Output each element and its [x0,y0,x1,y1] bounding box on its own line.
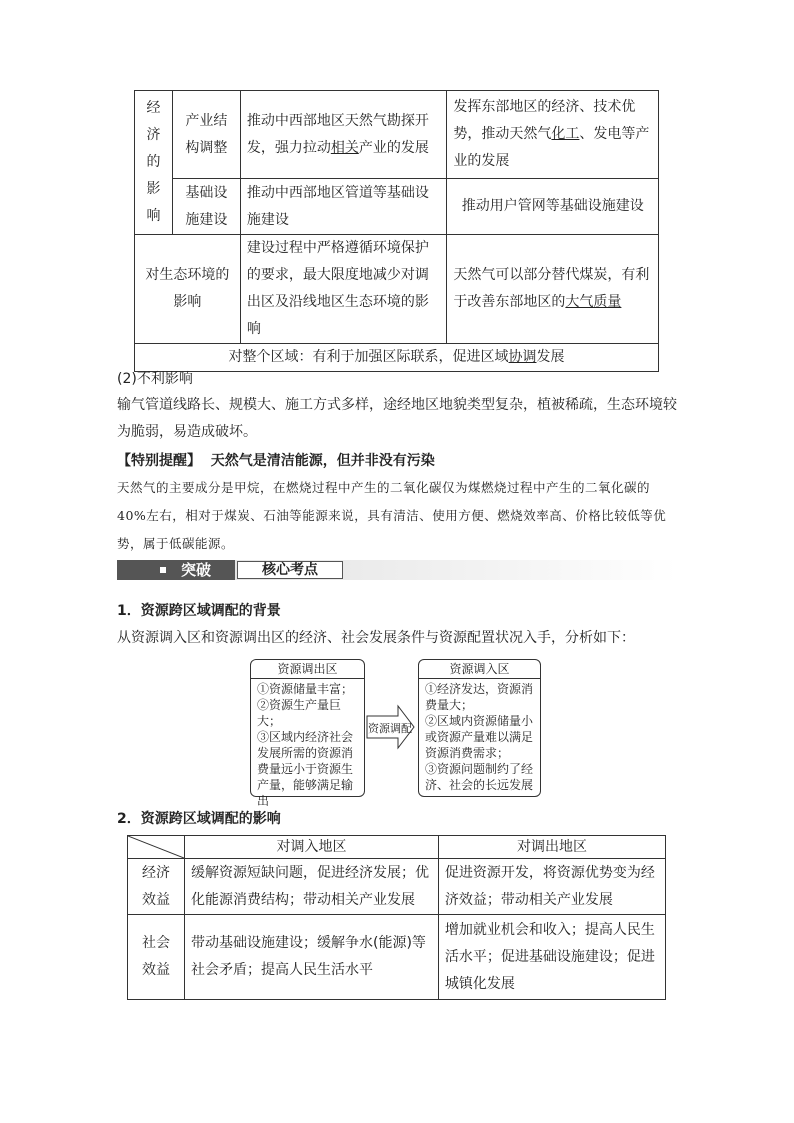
tip-text: 天然气的主要成分是甲烷，在燃烧过程中产生的二氧化碳仅为煤燃烧过程中产生的二氧化碳的40%左右，相对于煤炭、石油等能源来说，具有清洁、使用方便、燃烧效率高、价格比较低等优势，属于低碳能源。 [117,480,667,551]
section-text: 输气管道线路长、规模大、施工方式多样，途经地区地貌类型复杂，植被稀疏，生态环境较为脆弱，易造成破坏。 [117,397,677,440]
cell-social-import: 带动基础设施建设；缓解争水(能源)等社会矛盾；提高人民生活水平 [185,915,439,1000]
row-label-ecology: 对生态环境的影响 [135,235,241,344]
export-region-box: 资源调出区 ①资源储量丰富； ②资源生产量巨大； ③区域内经济社会发展所需的资源消费量远小于资源生产量，能够满足输出 [250,659,365,797]
section-heading: (2)不利影响 [117,371,193,387]
point1-heading: 1．资源跨区域调配的背景 [117,603,281,619]
cell-social-export: 增加就业机会和收入；提高人民生活水平；促进基础设施建设；促进城镇化发展 [438,915,665,1000]
impact-table [134,90,659,372]
tip-label: 【特别提醒】 [117,453,201,469]
point1-intro: 从资源调入区和资源调出区的经济、社会发展条件与资源配置状况入手，分析如下： [117,630,635,646]
cell-eco-east: 天然气可以部分替代煤炭，有利于改善东部地区的大气质量 [447,235,659,344]
header-export-region: 对调出地区 [438,836,665,859]
allocation-impact-table [127,835,666,1000]
cell-economic-export: 促进资源开发，将资源优势变为经济效益；带动相关产业发展 [438,859,665,915]
export-box-title: 资源调出区 [251,660,364,679]
table-footer: 对整个区域：有利于加强区际联系，促进区域协调发展 [135,344,659,372]
row-label-industry: 产业结构调整 [172,91,240,179]
allocation-arrow-label: 资源调配 [368,722,412,735]
banner-tag-breakthrough: 突破 [181,561,212,579]
tip-title: 天然气是清洁能源，但并非没有污染 [210,453,435,469]
cell-industry-central: 推动中西部地区天然气勘探开发，强力拉动相关产业的发展 [240,91,447,179]
header-import-region: 对调入地区 [185,836,439,859]
row-label-social: 社会效益 [128,915,185,1000]
header-corner [128,836,185,859]
import-box-title: 资源调入区 [419,660,540,679]
row-label-economic: 经济效益 [128,859,185,915]
cell-eco-central: 建设过程中严格遵循环境保护的要求，最大限度地减少对调出区及沿线地区生态环境的影响 [240,235,447,344]
point2-heading: 2．资源跨区域调配的影响 [117,811,281,827]
cell-industry-east: 发挥东部地区的经济、技术优势，推动天然气化工、发电等产业的发展 [447,91,659,179]
banner-tag-core: 核心考点 [237,561,343,579]
tip-heading [117,448,677,475]
section-banner [117,560,677,580]
import-region-box: 资源调入区 ①经济发达，资源消费量大； ②区域内资源储量小或资源产量难以满足资源消费需求； ③资源问题制约了经济、社会的长远发展 [418,659,541,797]
banner-bullet-icon [160,567,166,573]
row-label-infrastructure: 基础设施建设 [172,179,240,235]
cell-economic-import: 缓解资源短缺问题，促进经济发展；优化能源消费结构；带动相关产业发展 [185,859,439,915]
cell-infra-central: 推动中西部地区管道等基础设施建设 [240,179,447,235]
cell-infra-east: 推动用户管网等基础设施建设 [447,179,659,235]
economic-impact-label: 经 济 的 影 响 [135,91,173,235]
